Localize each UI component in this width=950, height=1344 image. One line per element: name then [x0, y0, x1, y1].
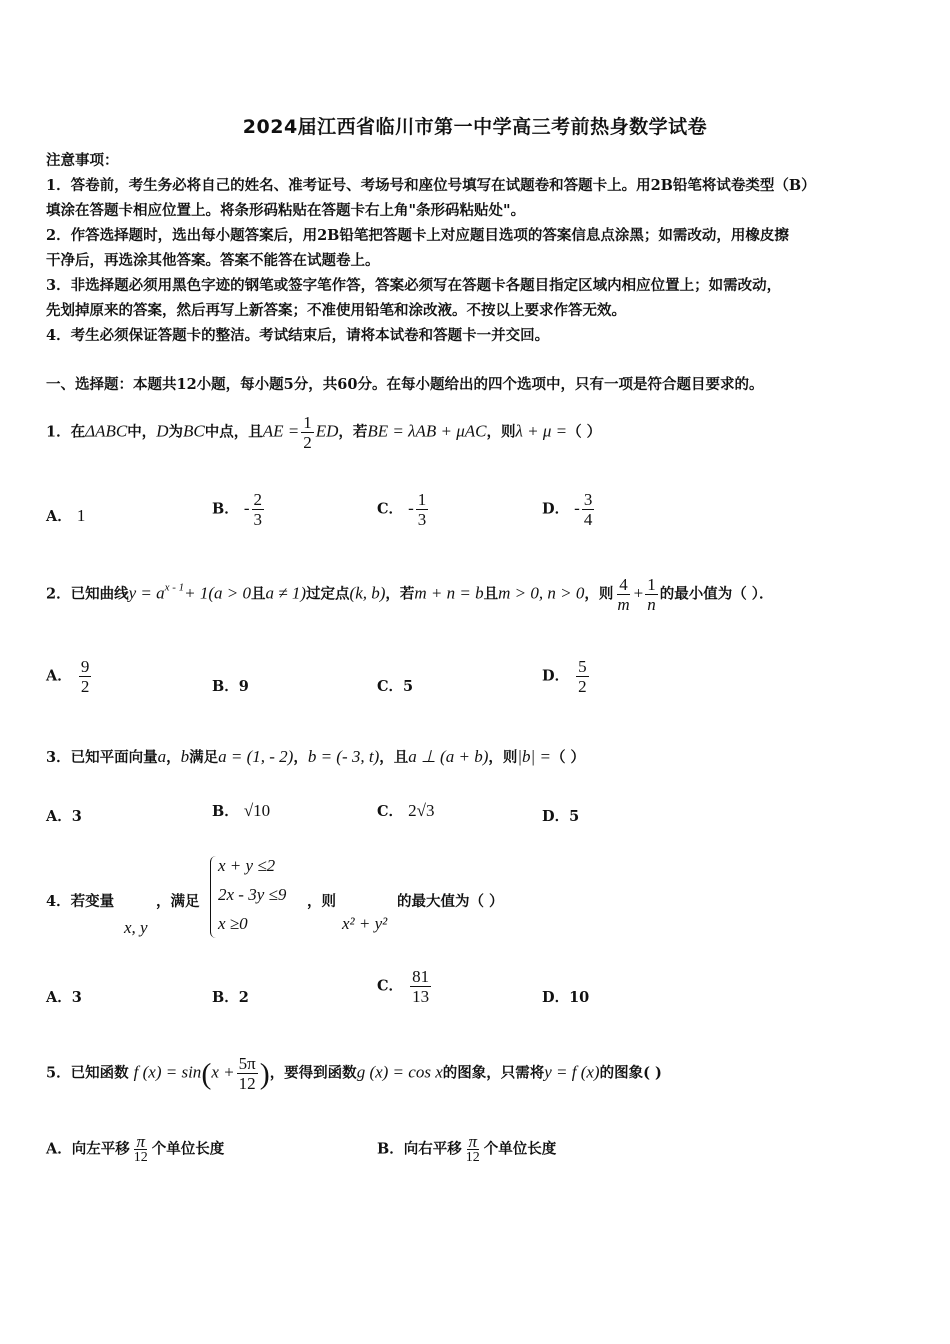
q4-option-b: B．2	[212, 989, 249, 1006]
fraction: $\frac{1}{2}$	[303, 413, 312, 452]
q2-option-b: B．9	[212, 678, 249, 695]
q2-option-c: C．5	[377, 678, 414, 695]
q3-option-a: A．3	[46, 808, 82, 825]
q4-option-d: D．10	[542, 989, 590, 1006]
notice-line-5: 3．非选择题必须用黑色字迹的钢笔或签字笔作答，答案必须写在答题卡各题目指定区域内相应位置上；如需改动，	[46, 277, 782, 294]
system-brace	[210, 856, 217, 938]
q4-constraint-1: x + y ≤2	[218, 856, 276, 875]
notice-heading: 注意事项：	[46, 152, 119, 169]
question-2: 2．已知曲线$y = a^{x - 1}+ 1(a > 0$且a ≠ 1)过定点(k, b)，若m + n = b且m > 0, n > 0，则 $\frac{4}{m}$ + $\frac{1}{n}$ 的最小值为（ ）．	[46, 575, 774, 614]
q5-option-b: B．向右平移 $\frac{\pi}{12}$ 个单位长度	[377, 1132, 557, 1165]
q3-option-b: B． √10	[212, 801, 271, 820]
q1-option-b: B． - $\frac{2}{3}$	[212, 490, 262, 529]
notice-line-1: 1．答卷前，考生务必将自己的姓名、准考证号、考场号和座位号填写在试题卷和答题卡上。用2B铅笔将试卷类型（B）	[46, 177, 816, 194]
q4-condition: ，满足	[156, 893, 200, 910]
q3-option-c: C． 2√3	[377, 801, 435, 820]
question-5: 5．已知函数 f (x) = sin(x + $\frac{5\pi}{12}$ )，要得到函数g (x) = cos x的图象，只需将y = f (x)的图象( )	[46, 1054, 662, 1093]
q4-vars: x, y	[124, 918, 148, 937]
q5-option-a: A．向左平移 $\frac{\pi}{12}$ 个单位长度	[46, 1132, 225, 1165]
q3-option-d: D．5	[542, 808, 580, 825]
notice-line-4: 干净后，再选涂其他答案。答案不能答在试题卷上。	[46, 252, 380, 269]
q4-constraint-3: x ≥0	[218, 914, 248, 933]
q4-then: ，则	[307, 893, 336, 910]
q4-prefix: 4．若变量	[46, 893, 115, 910]
q2-option-a: A． $\frac{9}{2}$	[46, 657, 90, 696]
q4-option-a: A．3	[46, 989, 82, 1006]
notice-line-2: 填涂在答题卡相应位置上。将条形码粘贴在答题卡右上角"条形码粘贴处"。	[46, 202, 526, 219]
section-heading: 一、选择题：本题共12小题，每小题5分，共60分。在每小题给出的四个选项中，只有一项是符合题目要求的。	[46, 376, 764, 393]
q4-suffix: 的最大值为（ ）	[397, 893, 504, 910]
q4-option-c: C． $\frac{81}{13}$	[377, 967, 430, 1006]
q1-option-d: D． - $\frac{3}{4}$	[542, 490, 593, 529]
page-title: 2024届江西省临川市第一中学高三考前热身数学试卷	[242, 116, 708, 138]
q4-constraint-2: 2x - 3y ≤9	[218, 885, 287, 904]
question-1: 1．在ΔABC中，D为BC中点，且AE = $\frac{1}{2}$ ED，若BE = λAB + μAC，则λ + μ =（ ）	[46, 413, 602, 452]
q1-option-c: C． - $\frac{1}{3}$	[377, 490, 427, 529]
q4-expression: x² + y²	[342, 914, 388, 933]
notice-line-3: 2．作答选择题时，选出每小题答案后，用2B铅笔把答题卡上对应题目选项的答案信息点涂黑；如需改动，用橡皮擦	[46, 227, 789, 244]
notice-line-7: 4．考生必须保证答题卡的整洁。考试结束后，请将本试卷和答题卡一并交回。	[46, 327, 550, 344]
notice-line-6: 先划掉原来的答案，然后再写上新答案；不准使用铅笔和涂改液。不按以上要求作答无效。	[46, 302, 626, 319]
question-3: 3．已知平面向量a，b满足a = (1, - 2)，b = (- 3, t)，且a ⊥ (a + b)，则|b| =（ ）	[46, 747, 585, 766]
q2-option-d: D． $\frac{5}{2}$	[542, 657, 587, 696]
q1-option-a: A． 1	[46, 506, 86, 525]
